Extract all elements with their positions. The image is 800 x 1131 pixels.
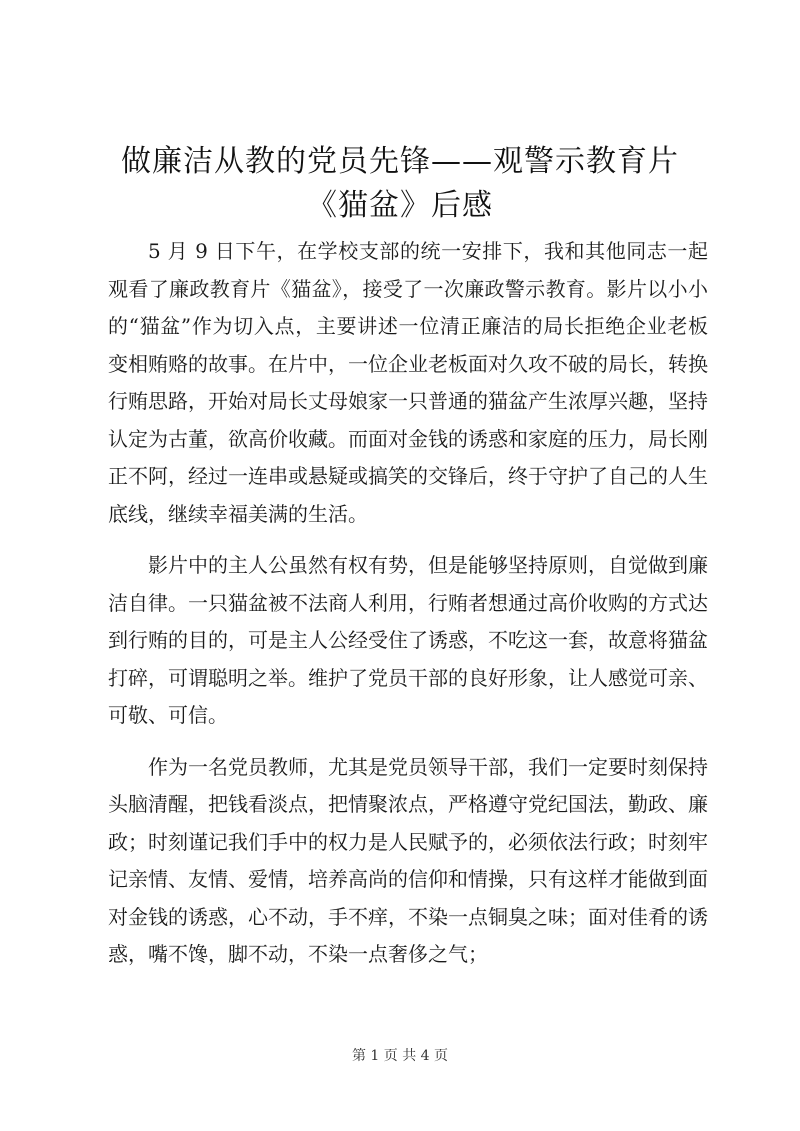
paragraph-1: 5 月 9 日下午，在学校支部的统一安排下，我和其他同志一起观看了廉政教育片《猫盆》，接受了一次廉政警示教育。影片以小小的“猫盆”作为切入点，主要讲述一位清正廉洁的局长拒绝企业老板变相贿赂的故事。在片中，一位企业老板面对久攻不破的局长，转换行贿思路，开始对局长丈母娘家一只普通的猫盆产生浓厚兴趣，坚持认定为古董，欲高价收藏。而面对金钱的诱惑和家庭的压力，局长刚正不阿，经过一连串或悬疑或搞笑的交锋后，终于守护了自己的人生底线，继续幸福美满的生活。 [108, 239, 708, 526]
page-footer: 第 1 页 共 4 页 [351, 1048, 449, 1064]
document-title: 做廉洁从教的党员先锋——观警示教育片《猫盆》后感 [121, 144, 679, 223]
paragraph-3: 作为一名党员教师，尤其是党员领导干部，我们一定要时刻保持头脑清醒，把钱看淡点，把情聚浓点，严格遵守党纪国法，勤政、廉政；时刻谨记我们手中的权力是人民赋予的，必须依法行政；时刻牢记亲情、友情、爱情，培养高尚的信仰和情操，只有这样才能做到面对金钱的诱惑，心不动，手不痒，不染一点铜臭之味；面对佳肴的诱惑，嘴不馋，脚不动，不染一点奢侈之气； [108, 754, 708, 966]
document-body [108, 233, 708, 974]
paragraph-2: 影片中的主人公虽然有权有势，但是能够坚持原则，自觉做到廉洁自律。一只猫盆被不法商人利用，行贿者想通过高价收购的方式达到行贿的目的，可是主人公经受住了诱惑，不吃这一套，故意将猫盆打碎，可谓聪明之举。维护了党员干部的良好形象，让人感觉可亲、可敬、可信。 [108, 553, 708, 727]
